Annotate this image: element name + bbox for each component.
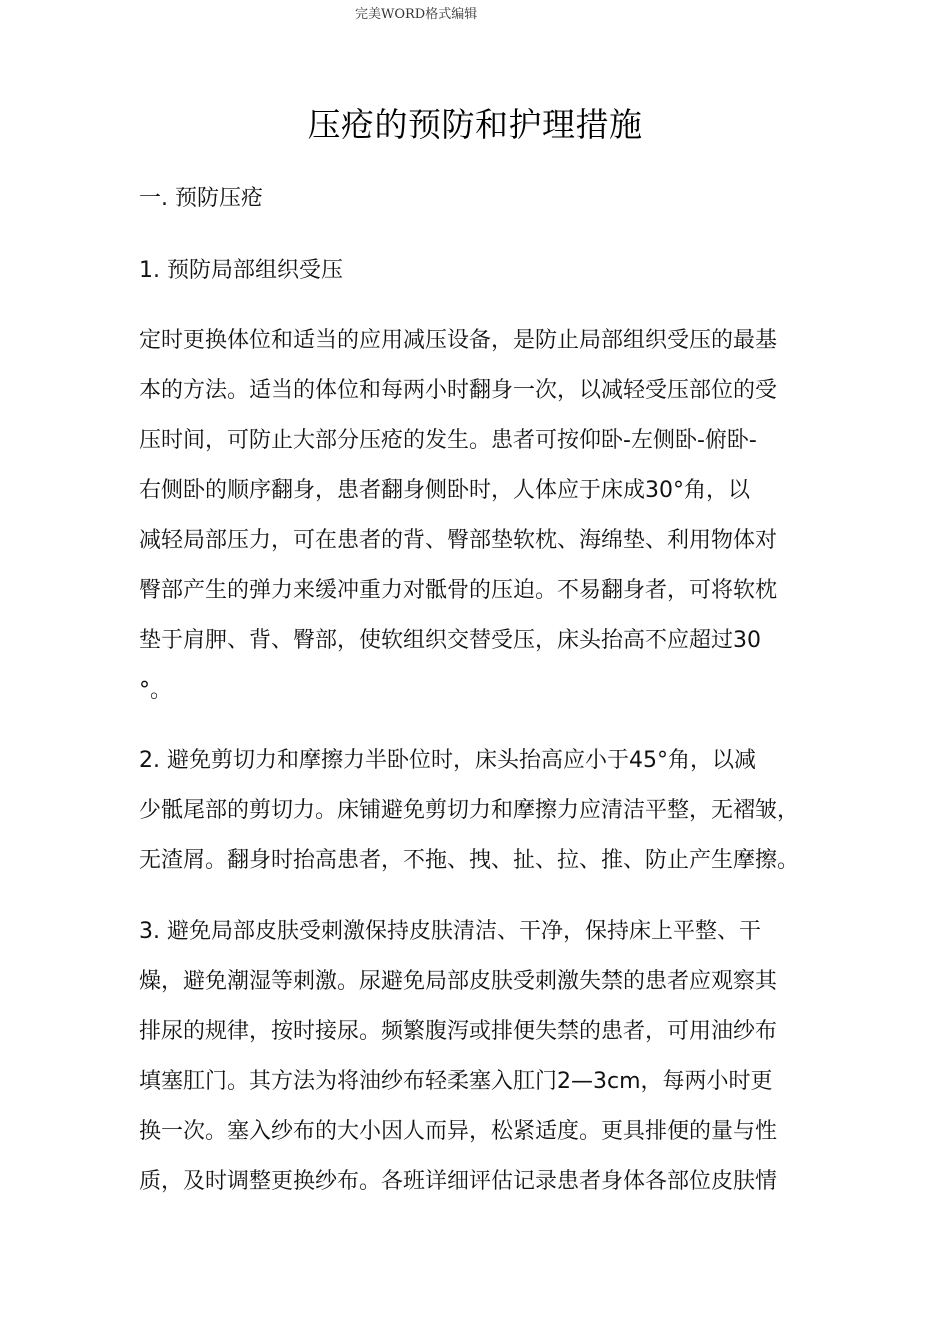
paragraph-line: 臀部产生的弹力来缓冲重力对骶骨的压迫。不易翻身者，可将软枕: [139, 578, 778, 603]
paragraph-line: 2. 避免剪切力和摩擦力半卧位时，床头抬高应小于45°角，以减: [139, 748, 756, 773]
paragraph-line: 垫于肩胛、背、臀部，使软组织交替受压，床头抬高不应超过30: [139, 628, 761, 653]
subsection-heading: 1. 预防局部组织受压: [139, 258, 343, 283]
paragraph-line: 右侧卧的顺序翻身，患者翻身侧卧时，人体应于床成30°角，以: [139, 478, 750, 503]
document-title: 压疮的预防和护理措施: [307, 105, 643, 144]
paragraph-line: 排尿的规律，按时接尿。频繁腹泻或排便失禁的患者，可用油纱布: [139, 1019, 778, 1044]
paragraph-line: 压时间，可防止大部分压疮的发生。患者可按仰卧-左侧卧-俯卧-: [139, 428, 757, 453]
paragraph-line: 减轻局部压力，可在患者的背、臀部垫软枕、海绵垫、利用物体对: [139, 528, 778, 553]
section-heading: 一. 预防压疮: [139, 186, 263, 211]
paragraph-line: 3. 避免局部皮肤受刺激保持皮肤清洁、干净，保持床上平整、干: [139, 919, 761, 944]
paragraph-line: 定时更换体位和适当的应用减压设备，是防止局部组织受压的最基: [139, 328, 778, 353]
paragraph-line: 无渣屑。翻身时抬高患者，不拖、拽、扯、拉、推、防止产生摩擦。: [139, 848, 800, 873]
paragraph-line: 本的方法。适当的体位和每两小时翻身一次，以减轻受压部位的受: [139, 378, 778, 403]
paragraph-line: 质，及时调整更换纱布。各班详细评估记录患者身体各部位皮肤情: [139, 1169, 778, 1194]
paragraph-line: 填塞肛门。其方法为将油纱布轻柔塞入肛门2—3cm，每两小时更: [139, 1069, 773, 1094]
paragraph-line: 燥，避免潮湿等刺激。尿避免局部皮肤受刺激失禁的患者应观察其: [139, 969, 778, 994]
paragraph-line: 少骶尾部的剪切力。床铺避免剪切力和摩擦力应清洁平整，无褶皱，: [139, 798, 800, 823]
paragraph-line: 换一次。塞入纱布的大小因人而异，松紧适度。更具排便的量与性: [139, 1119, 778, 1144]
header-note: 完美WORD格式编辑: [355, 7, 478, 22]
paragraph-line: °。: [139, 678, 173, 703]
